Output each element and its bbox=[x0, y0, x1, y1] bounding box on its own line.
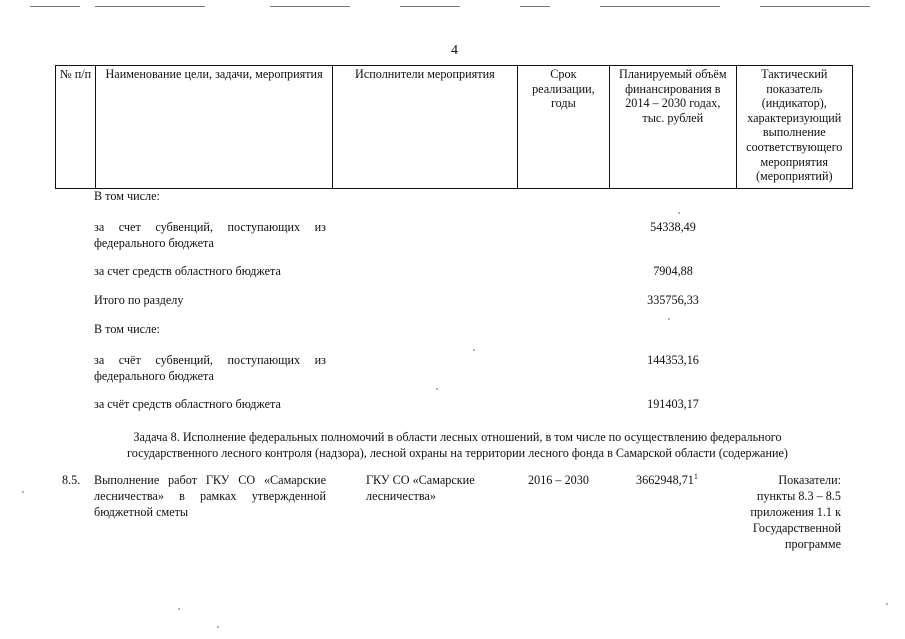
scan-edge-line bbox=[30, 6, 80, 7]
row-label: за счет средств областного бюджета bbox=[94, 264, 281, 278]
row-label: В том числе: bbox=[94, 189, 160, 203]
scan-edge-line bbox=[520, 6, 550, 7]
row-amount: 191403,17 bbox=[647, 397, 699, 411]
scan-speck bbox=[473, 349, 475, 351]
scan-speck bbox=[886, 603, 888, 605]
scan-speck bbox=[436, 388, 438, 390]
row-8-5-amount: 3662948,71 bbox=[636, 473, 694, 487]
scan-edge-line bbox=[270, 6, 350, 7]
row-8-5-amount-wrap bbox=[636, 472, 698, 488]
scan-speck bbox=[678, 212, 680, 214]
scan-speck bbox=[178, 608, 180, 610]
row-label: за счёт субвенций, поступающих из федерального бюджета bbox=[94, 353, 326, 383]
header-executor: Исполнители мероприятия bbox=[333, 66, 518, 189]
scan-edge-line bbox=[400, 6, 460, 7]
scan-speck bbox=[22, 491, 24, 493]
scan-edge-line bbox=[95, 6, 205, 7]
row-label: за счёт средств областного бюджета bbox=[94, 397, 281, 411]
scan-speck bbox=[668, 318, 670, 320]
table-header bbox=[55, 65, 853, 189]
row-8-5-indicator: Показатели: пункты 8.3 – 8.5 приложения 1.1 к Государственной программе bbox=[750, 473, 841, 551]
header-num: № п/п bbox=[56, 66, 96, 189]
scan-edge-line bbox=[760, 6, 870, 7]
row-amount: 335756,33 bbox=[647, 293, 699, 307]
row-8-5-term: 2016 – 2030 bbox=[528, 473, 589, 487]
row-amount: 7904,88 bbox=[653, 264, 693, 278]
header-name: Наименование цели, задачи, мероприятия bbox=[96, 66, 333, 189]
header-budget: Планируемый объём финансирования в 2014 – 2030 годах, тыс. рублей bbox=[610, 66, 736, 189]
row-label: за счет субвенций, поступающих из федерального бюджета bbox=[94, 220, 326, 250]
row-8-5-name: Выполнение работ ГКУ СО «Самарские лесничества» в рамках утвержденной бюджетной сметы bbox=[94, 473, 326, 519]
row-label: В том числе: bbox=[94, 322, 160, 336]
row-8-5-footnote: 1 bbox=[693, 471, 698, 481]
task-8-heading: Задача 8. Исполнение федеральных полномочий в области лесных отношений, в том числе по осуществлению федерального государственного лесного контроля (надзора), лесной охраны на территории лесного фонда в Самарской области (содержание) bbox=[127, 430, 788, 460]
page-number: 4 bbox=[451, 43, 458, 58]
scan-speck bbox=[217, 626, 219, 628]
scan-edge-line bbox=[600, 6, 720, 7]
row-8-5-executor: ГКУ СО «Самарские лесничества» bbox=[366, 473, 475, 503]
row-8-5-number: 8.5. bbox=[62, 473, 81, 487]
row-label: Итого по разделу bbox=[94, 293, 184, 307]
row-amount: 54338,49 bbox=[650, 220, 696, 234]
row-amount: 144353,16 bbox=[647, 353, 699, 367]
header-term: Срок реализации, годы bbox=[517, 66, 609, 189]
header-indicator: Тактический показатель (индикатор), характеризующий выполнение соответствующего мероприятия (мероприятий) bbox=[736, 66, 852, 189]
